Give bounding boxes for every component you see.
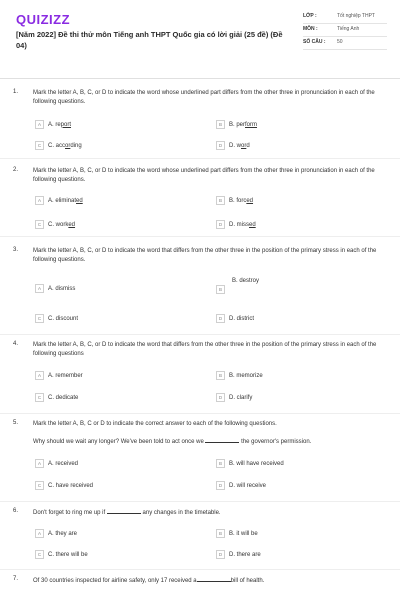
option-text: A. remember <box>48 372 83 379</box>
worksheet-header <box>0 0 400 78</box>
question-number: 7. <box>13 576 19 582</box>
option-a[interactable] <box>35 528 77 539</box>
option-b[interactable] <box>216 195 253 206</box>
question-divider <box>0 413 400 414</box>
question-text: Mark the letter A, B, C, or D to indicate the word whose underlined part differs from the other three in pronunciation in each of the following questions. <box>33 90 375 105</box>
option-c[interactable] <box>35 392 78 403</box>
option-b[interactable] <box>216 119 257 130</box>
option-text: B. will have received <box>229 460 284 467</box>
option-a[interactable] <box>35 119 71 130</box>
option-letter-box: C <box>35 393 44 402</box>
option-c[interactable] <box>35 549 88 560</box>
question-1 <box>0 89 400 159</box>
option-text: B. destroy <box>232 277 260 284</box>
question-divider <box>0 236 400 237</box>
option-d[interactable] <box>216 140 250 151</box>
option-letter-box: D <box>216 220 225 229</box>
meta-row-class <box>303 11 387 24</box>
question-2 <box>0 167 400 237</box>
option-letter-box: A <box>35 120 44 129</box>
option-letter-box: B <box>216 459 225 468</box>
option-text: C. discount <box>48 315 79 322</box>
option-letter-box: D <box>216 481 225 490</box>
answer-blank <box>107 508 141 514</box>
option-b[interactable] <box>216 528 258 539</box>
option-text: D. will receive <box>229 482 267 489</box>
option-b-text <box>232 275 259 286</box>
header-divider <box>0 78 400 79</box>
option-letter-box: B <box>216 371 225 380</box>
option-d[interactable] <box>216 549 261 560</box>
option-letter-box: D <box>216 141 225 150</box>
option-letter-box: C <box>35 550 44 559</box>
option-letter-box: D <box>216 550 225 559</box>
option-c[interactable] <box>35 140 82 151</box>
quizizz-logo[interactable]: QUIZIZZ <box>16 12 71 27</box>
meta-key: LỚP : <box>303 13 317 19</box>
option-letter-box: A <box>35 371 44 380</box>
question-text: Mark the letter A, B, C, or D to indicate the word that differs from the other three in the position of the primary stress in each of the following questions. <box>33 248 377 263</box>
option-text: C. worked <box>48 221 76 228</box>
option-text: B. perform <box>229 121 258 128</box>
option-text: B. memorize <box>229 372 263 379</box>
meta-value: Tốt nghiệp THPT <box>337 13 375 19</box>
option-letter-box: B <box>216 196 225 205</box>
option-d[interactable] <box>216 219 256 230</box>
option-text: B. it will be <box>229 530 258 537</box>
question-7 <box>0 576 400 600</box>
question-4 <box>0 341 400 414</box>
question-6 <box>0 508 400 570</box>
option-letter-box: D <box>216 393 225 402</box>
option-text: A. they are <box>48 530 78 537</box>
option-letter-box: A <box>35 284 44 293</box>
meta-value: Tiếng Anh <box>337 26 360 32</box>
option-text: A. dismiss <box>48 285 76 292</box>
option-letter-box: A <box>35 459 44 468</box>
option-text: D. there are <box>229 551 261 558</box>
option-letter-box: A <box>35 196 44 205</box>
answer-blank <box>205 437 239 443</box>
option-text: B. forced <box>229 197 254 204</box>
question-divider <box>0 569 400 570</box>
option-a[interactable] <box>35 458 78 469</box>
question-text: Don't forget to ring me up if any changes in the timetable. <box>33 510 221 516</box>
question-number: 3. <box>13 247 19 253</box>
question-text: Mark the letter A, B, C, or D to indicate the word whose underlined part differs from the other three in pronunciation in each of the following questions. <box>33 168 375 183</box>
option-text: D. word <box>229 142 250 149</box>
question-number: 2. <box>13 167 19 173</box>
question-divider <box>0 158 400 159</box>
option-a[interactable] <box>35 283 75 294</box>
question-3 <box>0 247 400 335</box>
question-number: 5. <box>13 420 19 426</box>
question-5 <box>0 420 400 502</box>
option-letter-box: C <box>35 141 44 150</box>
option-letter-box: A <box>35 529 44 538</box>
option-text: C. there will be <box>48 551 88 558</box>
option-a[interactable] <box>35 370 83 381</box>
option-letter-box: C <box>35 481 44 490</box>
question-number: 1. <box>13 89 19 95</box>
option-text: C. have received <box>48 482 94 489</box>
question-sentence: Why should we wait any longer? We've been told to act once we the governor's permission. <box>33 439 312 445</box>
question-text: Mark the letter A, B, C, or D to indicate the word that differs from the other three in the position of the primary stress in each of the following questions <box>33 342 377 357</box>
meta-key: MÔN : <box>303 26 318 32</box>
option-letter-box: B <box>216 529 225 538</box>
option-letter-box: B <box>216 120 225 129</box>
option-text: A. report <box>48 121 72 128</box>
option-text: D. missed <box>229 221 256 228</box>
meta-row-subject <box>303 24 387 37</box>
option-letter-box: C <box>35 314 44 323</box>
option-b[interactable] <box>216 458 284 469</box>
option-text: A. received <box>48 460 79 467</box>
option-text: A. eliminated <box>48 197 83 204</box>
option-b[interactable] <box>216 370 263 381</box>
option-c[interactable] <box>35 219 75 230</box>
question-number: 4. <box>13 341 19 347</box>
option-c[interactable] <box>35 313 78 324</box>
option-c[interactable] <box>35 480 93 491</box>
option-letter-box: B <box>216 285 225 294</box>
option-a[interactable] <box>35 195 83 206</box>
question-text: Of 30 countries inspected for airline safety, only 17 received a bill of health. <box>33 578 265 584</box>
option-text: C. according <box>48 142 82 149</box>
option-b[interactable] <box>216 284 229 295</box>
option-d[interactable] <box>216 392 252 403</box>
question-text: Mark the letter A, B, C or D to indicate the correct answer to each of the following questions. <box>33 421 277 427</box>
document-title: [Năm 2022] Đề thi thử môn Tiếng anh THPT Quốc gia có lời giải (25 đề) (Đề 04) <box>16 30 283 50</box>
meta-value: 50 <box>337 39 343 45</box>
option-text: D. district <box>229 315 255 322</box>
option-d[interactable] <box>216 480 266 491</box>
question-divider <box>0 334 400 335</box>
meta-key: SỐ CÂU : <box>303 39 326 45</box>
meta-row-count <box>303 37 387 50</box>
worksheet-meta <box>303 11 387 50</box>
option-letter-box: D <box>216 314 225 323</box>
answer-blank <box>197 576 231 582</box>
question-divider <box>0 501 400 502</box>
option-text: C. dedicate <box>48 394 79 401</box>
option-text: D. clarify <box>229 394 253 401</box>
option-letter-box: C <box>35 220 44 229</box>
option-d[interactable] <box>216 313 254 324</box>
question-number: 6. <box>13 508 19 514</box>
